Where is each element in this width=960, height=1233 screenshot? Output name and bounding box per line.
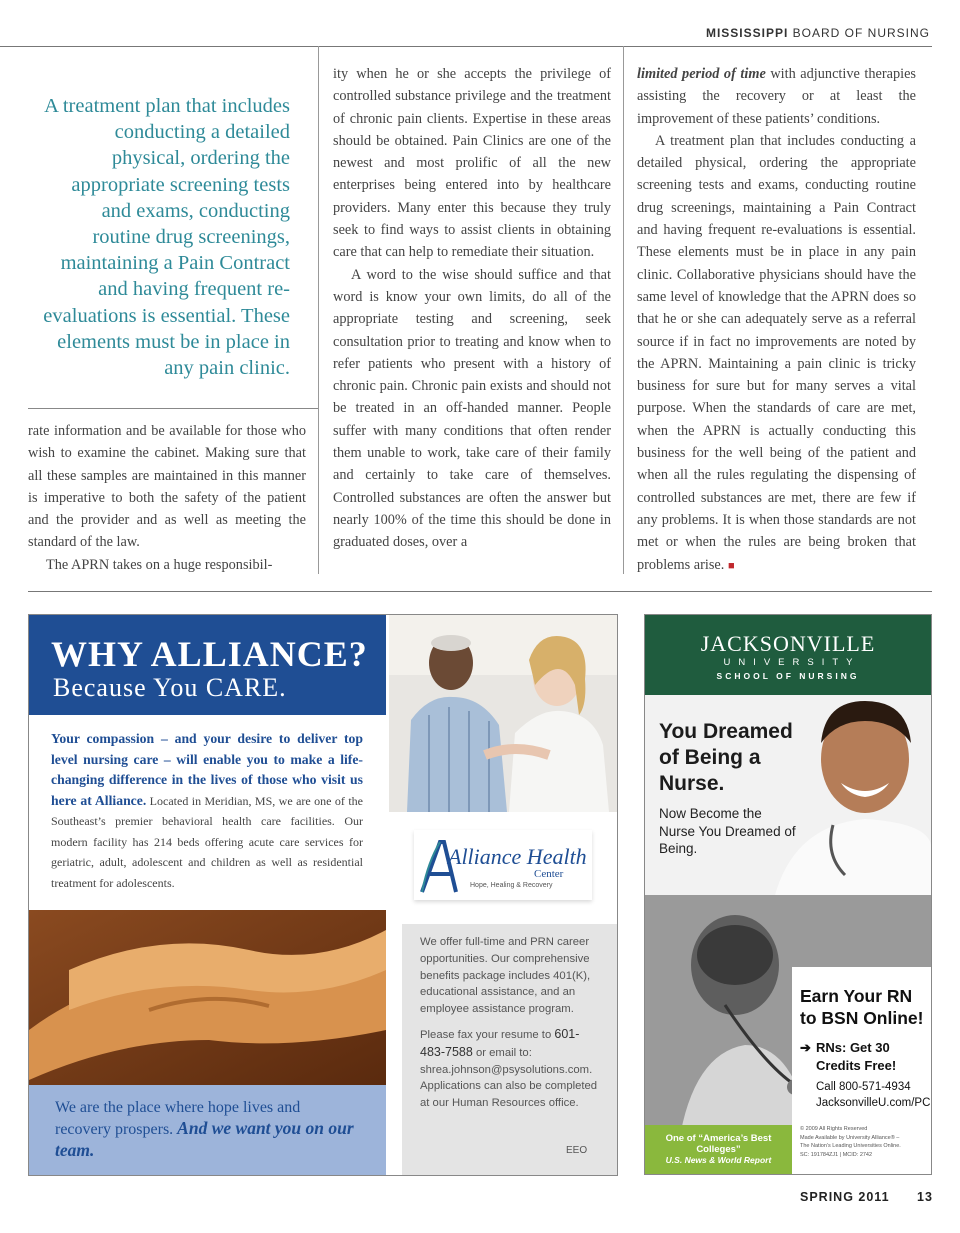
jacksonville-ad[interactable] [644,614,932,1175]
rns-offer [800,1039,931,1075]
header-brand-rest: BOARD OF NURSING [792,26,930,40]
footer-issue: SPRING 2011 [800,1190,890,1204]
alliance-info-apply [420,1026,600,1112]
alliance-logo-panel [389,812,617,924]
earn-headline: Earn Your RN to BSN Online! [800,986,924,1028]
col3-lead-rest: with adjunctive therapies assisting the recovery or at least the improvement of these patients’ conditions. [637,66,917,127]
jacksonville-headline: You Dreamed of Being a Nurse. [659,720,793,795]
alliance-phone[interactable]: 601-483-7588 [420,1026,580,1059]
jacksonville-subhead: Now Become the Nurse You Dreamed of Being. [659,806,796,856]
nurse-patient-photo [389,615,617,812]
article-column-3 [637,63,916,577]
alliance-eeo: EEO [566,1145,588,1156]
alliance-fax-label: Please fax your resume to [420,1028,552,1041]
hands-photo [29,910,386,1085]
badge-line-2: U.S. News & World Report [665,1155,772,1165]
jacksonville-name: JACKSONVILLE [700,631,876,656]
rns-offer-text: RNs: Get 30 Credits Free! [816,1040,897,1073]
header-brand-bold: MISSISSIPPI [705,26,789,40]
alliance-lead: Your compassion – and your desire to deliver top level nursing care – will enable you to make a life-changing difference in the lives of those who visit us here at Alliance. [51,731,363,808]
article-column-1 [28,420,306,576]
jacksonville-url[interactable]: JacksonvilleU.com/PC [816,1097,931,1109]
arrow-circle-icon: ➔ [800,1040,811,1055]
article-column-2 [333,63,611,554]
col2-paragraph-1: ity when he or she accepts the privilege of controlled substance privilege and the treatment of chronic pain clients. Expertise in these areas should be obtained. Pain Clinics are one of the newest and most prolific of all the new enterprises being entered into by healthcare providers. Many enter this because they truly seek to find ways to assist clients in obtaining care that can help to remediate their situation. [333,66,611,261]
alliance-email-label: or email to: [472,1046,532,1059]
alliance-subtitle: Because You CARE. [53,673,287,702]
alliance-logo-name: Alliance Health [448,844,587,869]
alliance-title-block [29,615,386,715]
alliance-body [51,729,363,893]
jacksonville-headline-block [659,719,799,858]
fine-codes: SC: 191784ZJ1 | MCID: 2742 [800,1151,873,1158]
jacksonville-offer [792,967,931,1174]
alliance-logo-center: Center [534,868,564,880]
page-number: 13 [917,1190,933,1204]
col3-paragraph-2 [637,130,916,577]
alliance-logo-card [414,830,592,900]
alliance-footer-text [55,1097,360,1162]
fine-leading: The Nation’s Leading Universities Online. [800,1143,901,1149]
col3-paragraph-1 [637,63,916,130]
fine-made-available: Made Available by University Alliance® – [800,1134,900,1141]
alliance-info-benefits: We offer full-time and PRN career opportunities. Our comprehensive benefits package includes 401(K), educational assistance, and an employee assistance program. [420,936,591,1016]
alliance-body-text: Located in Meridian, MS, we are one of the Southeast’s premier behavioral health care facilities. Our modern facility has 214 beds offering acute care services for geriatric, adult, adolescent and children as well as residential treatment for adolescents. [51,793,363,890]
col1-paragraph-2: The APRN takes on a huge responsibil- [46,556,273,573]
column-divider-1 [318,46,319,574]
alliance-apply-onsite: Applications can also be completed at our Human Resources office. [420,1080,598,1110]
col1-paragraph-1: rate information and be available for those who wish to examine the cabinet. Making sure that all these samples are maintained in this manner is imperative to both the safety of the patient and the provider and as well as meeting the standard of the law. [28,423,306,551]
col2-paragraph-2: A word to the wise should suffice and that word is know your own limits, do all of the appropriate testing and screening, seek consultation prior to treating and know when to refer patients who present with a history of chronic pain. Chronic pain exists and should not be treated in an off-handed manner. People suffer with many conditions that often render them unable to work, take care of their family and certainly to take care of themselves. Controlled substances are often the answer but nearly 100% of the time this should be done in graduated doses, over a [333,266,611,551]
alliance-info-panel [402,924,617,1175]
alliance-ad[interactable] [28,614,618,1176]
alliance-info-text [420,934,600,1112]
end-mark: ■ [727,559,735,572]
header-rule [0,46,932,47]
jacksonville-fine-print [800,1125,931,1159]
fine-copyright: © 2009 All Rights Reserved [800,1126,868,1132]
jacksonville-phone[interactable]: Call 800-571-4934 [816,1081,911,1093]
alliance-footer [29,1085,386,1175]
badge-line-1: One of “America’s Best Colleges” [665,1133,772,1155]
column-divider-2 [623,46,624,574]
col3-lead-italic: limited period of time [637,66,766,82]
jacksonville-school: SCHOOL OF NURSING [716,671,860,681]
best-colleges-badge [645,1125,792,1174]
alliance-title: WHY ALLIANCE? [51,634,368,674]
col3-paragraph-2-text: A treatment plan that includes conducting a detailed physical, ordering the appropriate screening tests and exams, conducting routine drug screenings, maintaining a Pain Contract and having frequent re-evaluations is essential. These elements must be in place in any pain clinic. Collaborative physicians should have the same level of knowledge that the APRN does so that he or she can adequately serve as a referral source if in fact no improvements are noted by the APRN. Maintaining a pain clinic is tricky business for sure but for many serves a vital purpose. When the standards of care are met, when the APRN is actually conducting this business for the well being of the patient and when all the rules regulating the dispensing of controlled substances are met, there are few if any problems. It is when those standards are not met or when the rules are being broken that problems arise. [637,132,916,573]
alliance-footer-italic: And we want you on our team. [55,1118,354,1160]
pull-quote-rule [28,408,318,409]
alliance-email[interactable]: shrea.johnson@psysolutions.com. [420,1063,593,1076]
ads-top-rule [28,591,932,592]
jacksonville-university: UNIVERSITY [723,657,861,668]
alliance-logo-tagline: Hope, Healing & Recovery [470,882,553,889]
jacksonville-header [645,615,931,695]
pull-quote: A treatment plan that includes conducting a detailed physical, ordering the appropriate screening tests and exams, conducting routine drug screenings, maintaining a Pain Contract and having frequent re-evaluations is essential. These elements must be in place in any pain clinic. [43,95,290,380]
alliance-footer-plain: We are the place where hope lives and recovery prospers. [55,1099,301,1138]
running-header [706,26,930,40]
